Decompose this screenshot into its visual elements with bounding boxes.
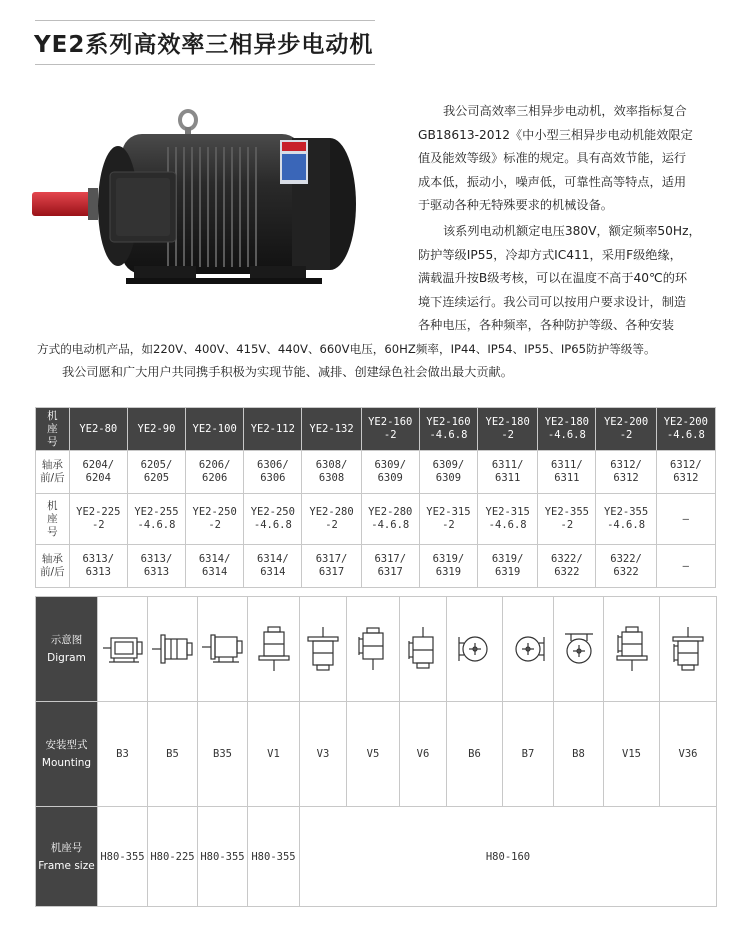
- b6-wall-mount-icon: [447, 597, 503, 702]
- p2-line-3: 满载温升按B级考核，可以在温度不高于40℃的环: [418, 271, 688, 285]
- mounting-code: V5: [347, 702, 400, 807]
- intro-paragraph-2: [418, 220, 716, 338]
- spec-row-models-2: [36, 494, 716, 545]
- frame-size-label: 机座号 Frame size: [36, 807, 98, 907]
- model-cell: YE2-180 -2: [478, 408, 538, 451]
- frame-size-cell: H80-355: [198, 807, 248, 907]
- bearing-cell: 6309/ 6309: [361, 451, 419, 494]
- model-cell: YE2-315 -4.6.8: [478, 494, 538, 545]
- mounting-code: V15: [604, 702, 660, 807]
- bearing-cell: 6206/ 6206: [186, 451, 244, 494]
- mounting-label: 安装型式 Mounting: [36, 702, 98, 807]
- p2-line-2: 防护等级IP55，冷却方式IC411，采用F级绝缘，: [418, 247, 682, 262]
- mounting-code: V1: [248, 702, 300, 807]
- bearing-cell: 6309/ 6309: [419, 451, 477, 494]
- b7-wall-mount-icon: [503, 597, 554, 702]
- bearing-cell-empty: –: [656, 545, 715, 588]
- p2-line-1: 该系列电动机额定电压380V，额定频率50Hz，: [443, 224, 701, 238]
- bearing-cell: 6313/ 6313: [69, 545, 127, 588]
- mounting-code: V36: [660, 702, 717, 807]
- model-cell: YE2-255 -4.6.8: [127, 494, 185, 545]
- frame-size-cell: H80-355: [248, 807, 300, 907]
- bearing-cell: 6322/ 6322: [538, 545, 596, 588]
- b8-ceiling-mount-icon: [554, 597, 604, 702]
- p1-line-4: 成本低，振动小，噪声低，可靠性高等特点，适用: [418, 174, 687, 189]
- diagram-label: 示意图 Digram: [36, 597, 98, 702]
- title-rule-top: [35, 20, 375, 21]
- b35-foot-flange-icon: [198, 597, 248, 702]
- spec-row-bearings-1: [36, 451, 716, 494]
- spec-row-bearings-2: [36, 545, 716, 588]
- mounting-code: V3: [300, 702, 347, 807]
- b5-flange-mount-icon: [148, 597, 198, 702]
- v3-vertical-shaft-up-icon: [300, 597, 347, 702]
- bearing-cell: 6314/ 6314: [186, 545, 244, 588]
- bearing-cell: 6205/ 6205: [127, 451, 185, 494]
- mounting-code: B3: [98, 702, 148, 807]
- v6-vertical-wall-up-icon: [400, 597, 447, 702]
- frame-size-row: [36, 807, 717, 907]
- p3-text: 我公司愿和广大用户共同携手积极为实现节能、减排、创建绿色社会做出最大贡献。: [62, 365, 513, 379]
- frame-label-1: 机 座 号: [36, 408, 70, 451]
- model-cell: YE2-280 -4.6.8: [361, 494, 419, 545]
- model-cell: YE2-90: [127, 408, 185, 451]
- bearing-label-1: 轴承 前/后: [36, 451, 70, 494]
- spec-row-models-1: [36, 408, 716, 451]
- p1-line-5: 于驱动各种无特殊要求的机械设备。: [418, 198, 613, 212]
- p2-line-5: 各种电压，各种频率，各种防护等级、各种安装: [418, 318, 674, 332]
- frame-label-2: 机 座 号: [36, 494, 70, 545]
- intro-paragraph-3: [37, 361, 727, 385]
- bearing-cell: 6311/ 6311: [538, 451, 596, 494]
- diagram-row: [36, 597, 717, 702]
- spec-table: [35, 407, 716, 588]
- mounting-row: [36, 702, 717, 807]
- frame-size-shared-cell: H80-160: [300, 807, 717, 907]
- bearing-cell: 6317/ 6317: [361, 545, 419, 588]
- v5-vertical-wall-icon: [347, 597, 400, 702]
- p1-line-1: 我公司高效率三相异步电动机，效率指标复合: [443, 104, 687, 118]
- model-cell: YE2-250 -2: [186, 494, 244, 545]
- model-cell: YE2-315 -2: [419, 494, 477, 545]
- bearing-cell: 6204/ 6204: [69, 451, 127, 494]
- mounting-code: B7: [503, 702, 554, 807]
- bearing-cell: 6308/ 6308: [302, 451, 361, 494]
- mounting-code: B35: [198, 702, 248, 807]
- mounting-code: V6: [400, 702, 447, 807]
- intro-paragraph-1: [418, 100, 716, 218]
- bearing-cell: 6319/ 6319: [419, 545, 477, 588]
- page-title: YE2系列高效率三相异步电动机: [34, 32, 374, 58]
- mounting-code: B6: [447, 702, 503, 807]
- model-cell: YE2-200 -2: [596, 408, 656, 451]
- title-rule-bottom: [35, 64, 375, 65]
- bearing-cell: 6311/ 6311: [478, 451, 538, 494]
- model-cell: YE2-225 -2: [69, 494, 127, 545]
- bearing-cell: 6313/ 6313: [127, 545, 185, 588]
- model-cell: YE2-180 -4.6.8: [538, 408, 596, 451]
- model-cell: YE2-250 -4.6.8: [244, 494, 302, 545]
- model-cell: YE2-160 -2: [361, 408, 419, 451]
- bearing-cell: 6312/ 6312: [596, 451, 656, 494]
- bearing-cell: 6319/ 6319: [478, 545, 538, 588]
- v36-foot-flange-up-icon: [660, 597, 717, 702]
- bearing-label-2: 轴承 前/后: [36, 545, 70, 588]
- p1-line-3: 值及能效等级》标准的规定。具有高效节能，运行: [418, 151, 687, 165]
- frame-size-cell: H80-355: [98, 807, 148, 907]
- p2-line-4: 境下连续运行。我公司可以按用户要求设计，制造: [418, 294, 687, 309]
- model-cell: YE2-112: [244, 408, 302, 451]
- model-cell: YE2-132: [302, 408, 361, 451]
- model-cell: YE2-200 -4.6.8: [656, 408, 715, 451]
- mounting-code: B5: [148, 702, 198, 807]
- model-cell: YE2-355 -4.6.8: [596, 494, 656, 545]
- v1-vertical-shaft-down-icon: [248, 597, 300, 702]
- bearing-cell: 6314/ 6314: [244, 545, 302, 588]
- bearing-cell: 6322/ 6322: [596, 545, 656, 588]
- bearing-cell: 6312/ 6312: [656, 451, 715, 494]
- p1-line-2: GB18613-2012《中小型三相异步电动机能效限定: [418, 127, 693, 142]
- model-cell: YE2-80: [69, 408, 127, 451]
- v15-foot-flange-down-icon: [604, 597, 660, 702]
- mounting-code: B8: [554, 702, 604, 807]
- b3-foot-mount-icon: [98, 597, 148, 702]
- motor-photo: [30, 102, 360, 302]
- model-cell: YE2-160 -4.6.8: [419, 408, 477, 451]
- bearing-cell: 6317/ 6317: [302, 545, 361, 588]
- mounting-table: [35, 596, 717, 907]
- model-cell-empty: –: [656, 494, 715, 545]
- model-cell: YE2-280 -2: [302, 494, 361, 545]
- frame-size-cell: H80-225: [148, 807, 198, 907]
- intro-paragraph-2-wide: 方式的电动机产品，如220V、400V、415V、440V、660V电压，60HZ频率，IP44、IP54、IP55、IP65防护等级等。: [37, 342, 656, 356]
- bearing-cell: 6306/ 6306: [244, 451, 302, 494]
- model-cell: YE2-355 -2: [538, 494, 596, 545]
- model-cell: YE2-100: [186, 408, 244, 451]
